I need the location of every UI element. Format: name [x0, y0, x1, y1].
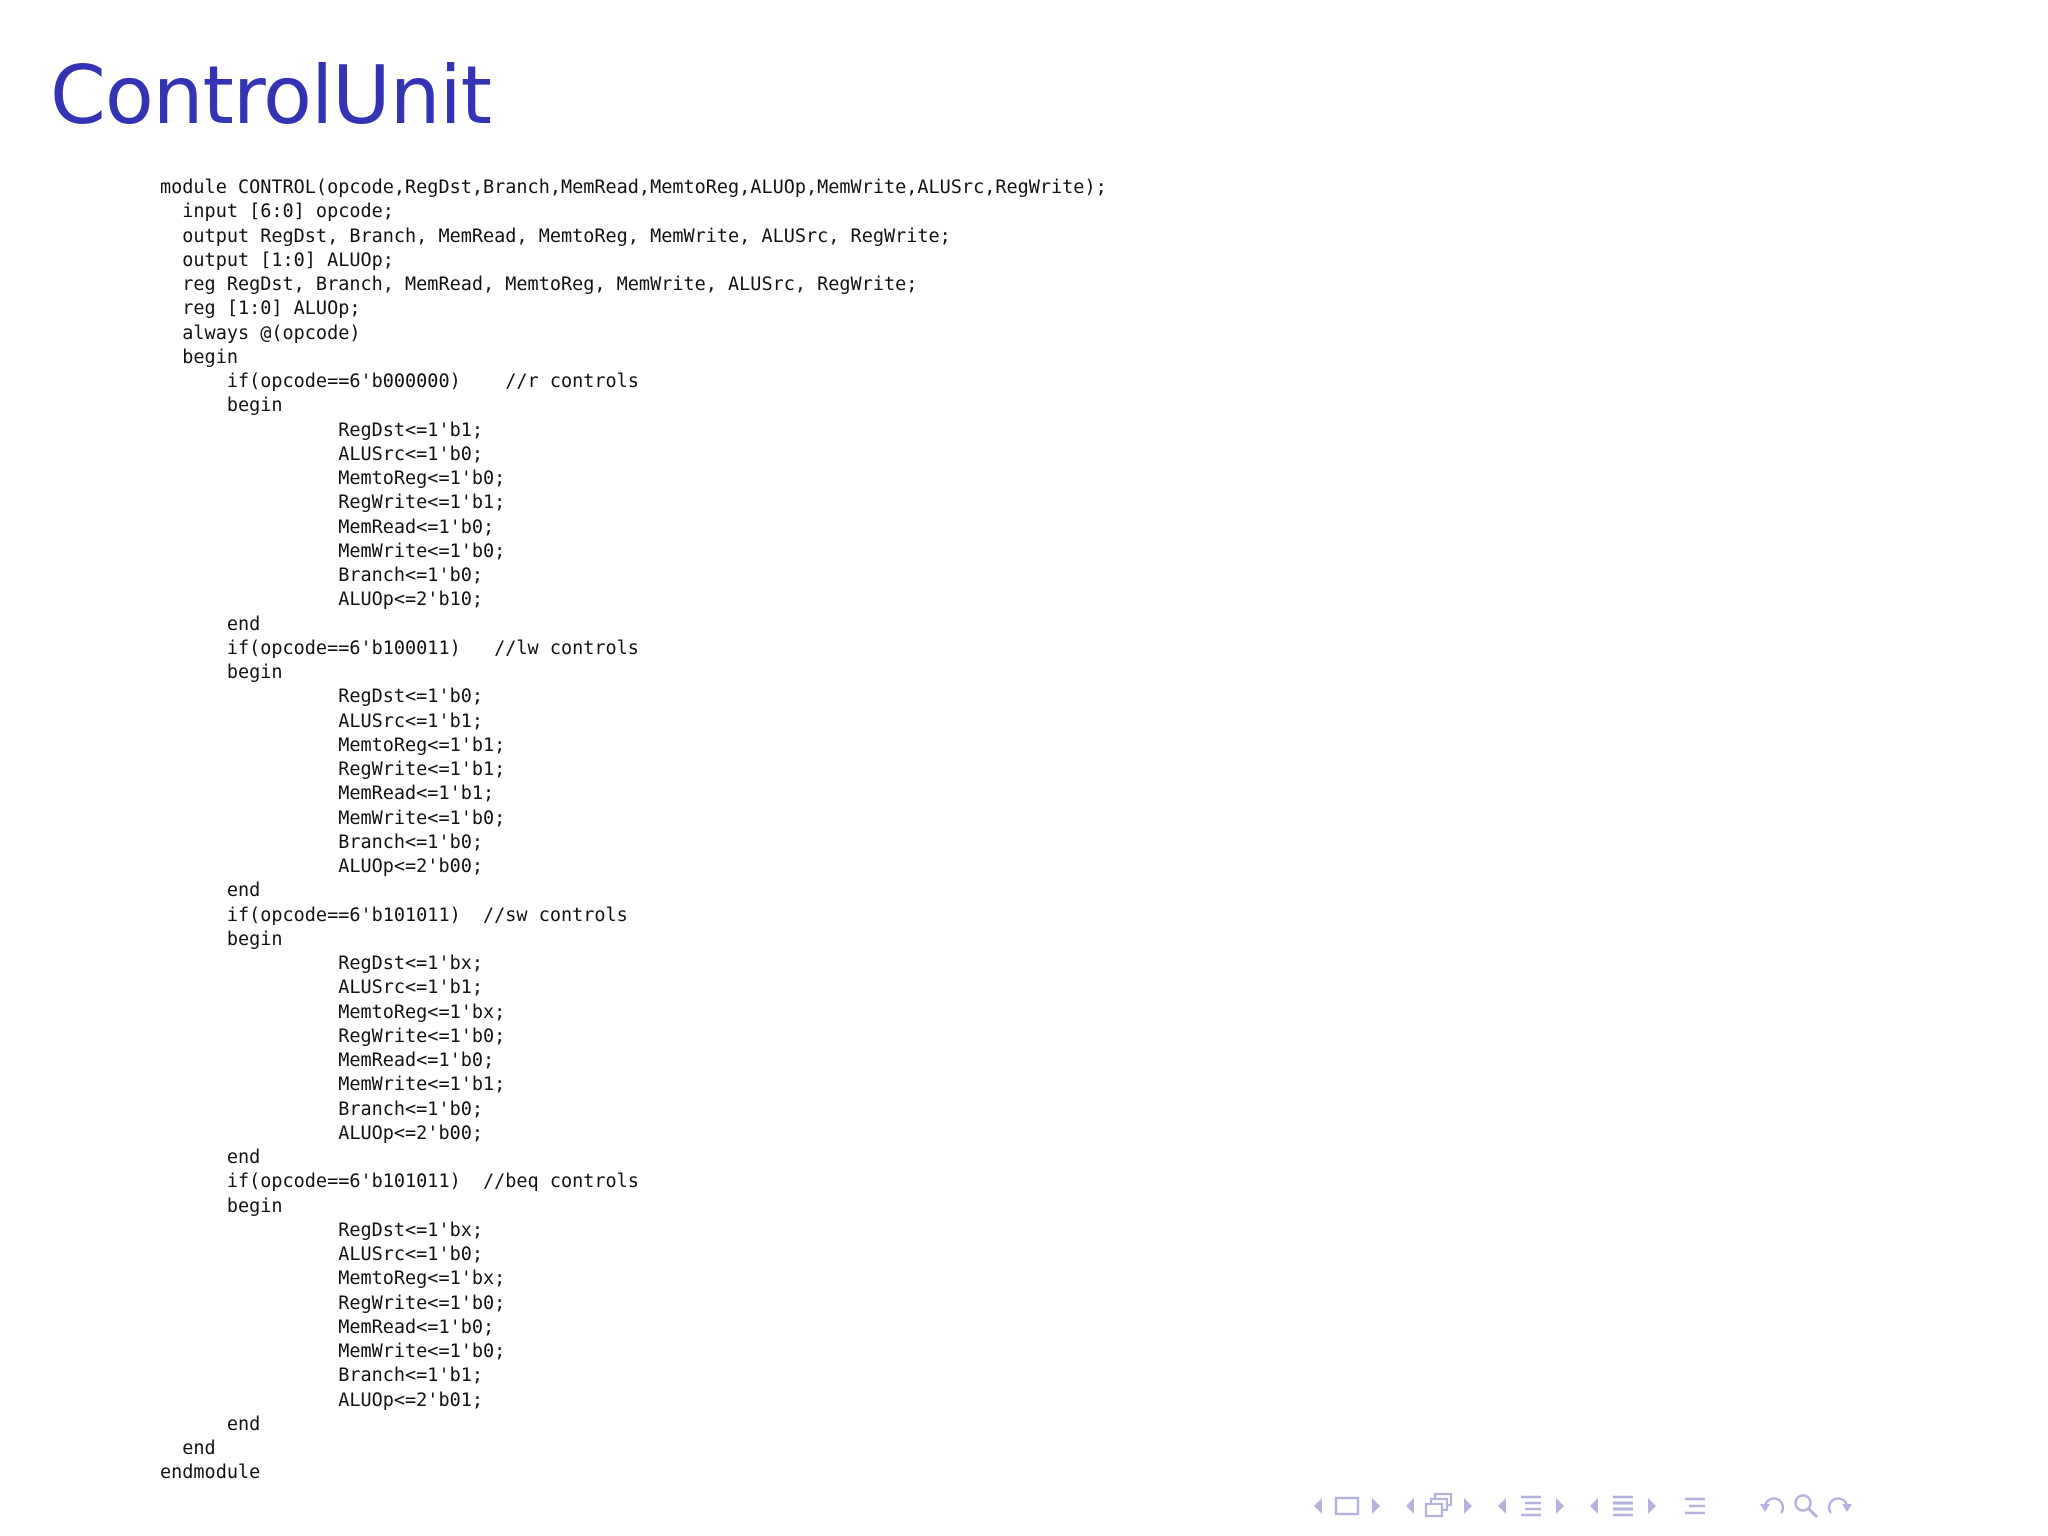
code-line: end [160, 1438, 216, 1459]
code-line: ALUOp<=2'b00; [160, 1122, 484, 1144]
code-line: ALUSrc<=1'b0; [160, 443, 484, 465]
prev-frame-arrow-icon[interactable] [1402, 1491, 1418, 1521]
outline-icon[interactable] [1678, 1491, 1712, 1521]
code-line: output RegDst, Branch, MemRead, MemtoReg, MemWrite, ALUSrc, RegWrite; [160, 225, 951, 247]
page-title: ControlUnit [50, 49, 492, 142]
code-line: begin [160, 395, 283, 417]
next-section-arrow-icon[interactable] [1644, 1491, 1660, 1521]
code-line: MemWrite<=1'b1; [160, 1074, 506, 1096]
code-line: ALUOp<=2'b00; [160, 856, 484, 877]
next-subsection-arrow-icon[interactable] [1552, 1491, 1568, 1521]
forward-icon[interactable] [1824, 1491, 1856, 1521]
code-line: ALUOp<=2'b10; [160, 589, 484, 611]
code-listing [160, 176, 1107, 1486]
code-line: MemWrite<=1'b0; [160, 1341, 506, 1362]
code-line: RegWrite<=1'b0; [160, 1292, 506, 1314]
code-line: MemtoReg<=1'bx; [160, 1268, 506, 1290]
code-line: ALUSrc<=1'b1; [160, 977, 484, 999]
subsection-nav-group [1494, 1491, 1568, 1521]
code-line: end [160, 1147, 261, 1168]
code-line: begin [160, 346, 238, 368]
section-nav-group [1586, 1491, 1660, 1521]
code-line: end [160, 880, 261, 902]
code-line: MemRead<=1'b0; [160, 516, 495, 538]
section-icon[interactable] [1606, 1491, 1640, 1521]
code-line: RegWrite<=1'b1; [160, 759, 506, 780]
code-line: RegWrite<=1'b0; [160, 1025, 506, 1047]
code-line: begin [160, 662, 283, 683]
code-line: if(opcode==6'b101011) //sw controls [160, 904, 628, 926]
code-line: end [160, 613, 261, 635]
slide-nav-group [1310, 1491, 1384, 1521]
code-line: reg RegDst, Branch, MemRead, MemtoReg, MemWrite, ALUSrc, RegWrite; [160, 274, 918, 295]
code-line: reg [1:0] ALUOp; [160, 298, 361, 320]
code-line: MemtoReg<=1'b0; [160, 468, 506, 489]
code-line: module CONTROL(opcode,RegDst,Branch,MemRead,MemtoReg,ALUOp,MemWrite,ALUSrc,RegWrite); [160, 177, 1107, 198]
next-frame-arrow-icon[interactable] [1460, 1491, 1476, 1521]
code-line: MemRead<=1'b0; [160, 1050, 495, 1071]
prev-slide-arrow-icon[interactable] [1310, 1491, 1326, 1521]
next-slide-arrow-icon[interactable] [1368, 1491, 1384, 1521]
code-line: ALUSrc<=1'b0; [160, 1244, 484, 1265]
code-line: MemRead<=1'b1; [160, 783, 495, 805]
code-line: begin [160, 928, 283, 950]
code-line: MemWrite<=1'b0; [160, 540, 506, 562]
code-line: Branch<=1'b1; [160, 1365, 484, 1387]
code-line: RegWrite<=1'b1; [160, 492, 506, 514]
code-line: RegDst<=1'b1; [160, 419, 484, 441]
code-line: if(opcode==6'b000000) //r controls [160, 371, 639, 392]
subsection-icon[interactable] [1514, 1491, 1548, 1521]
code-line: ALUOp<=2'b01; [160, 1389, 484, 1411]
code-line: always @(opcode) [160, 322, 361, 344]
code-line: MemtoReg<=1'b1; [160, 734, 506, 756]
search-icon[interactable] [1790, 1491, 1822, 1521]
code-line: end [160, 1413, 261, 1435]
code-line: RegDst<=1'b0; [160, 686, 484, 708]
code-line: if(opcode==6'b100011) //lw controls [160, 637, 639, 659]
code-line: ALUSrc<=1'b1; [160, 710, 484, 732]
back-icon[interactable] [1756, 1491, 1788, 1521]
code-line: RegDst<=1'bx; [160, 1219, 484, 1241]
code-line: Branch<=1'b0; [160, 831, 484, 853]
code-line: MemRead<=1'b0; [160, 1316, 495, 1338]
code-line: endmodule [160, 1462, 261, 1484]
code-line: Branch<=1'b0; [160, 565, 484, 586]
frame-icon[interactable] [1422, 1491, 1456, 1521]
code-line: RegDst<=1'bx; [160, 953, 484, 974]
prev-section-arrow-icon[interactable] [1586, 1491, 1602, 1521]
code-line: input [6:0] opcode; [160, 201, 394, 223]
slide-icon[interactable] [1330, 1491, 1364, 1521]
code-line: output [1:0] ALUOp; [160, 249, 394, 271]
navigation-bar [1310, 1488, 2040, 1524]
search-nav-group [1756, 1491, 1858, 1521]
code-line: if(opcode==6'b101011) //beq controls [160, 1171, 639, 1193]
code-line: MemWrite<=1'b0; [160, 807, 506, 829]
prev-subsection-arrow-icon[interactable] [1494, 1491, 1510, 1521]
code-line: Branch<=1'b0; [160, 1098, 484, 1120]
code-line: MemtoReg<=1'bx; [160, 1001, 506, 1023]
code-line: begin [160, 1195, 283, 1217]
frame-nav-group [1402, 1491, 1476, 1521]
